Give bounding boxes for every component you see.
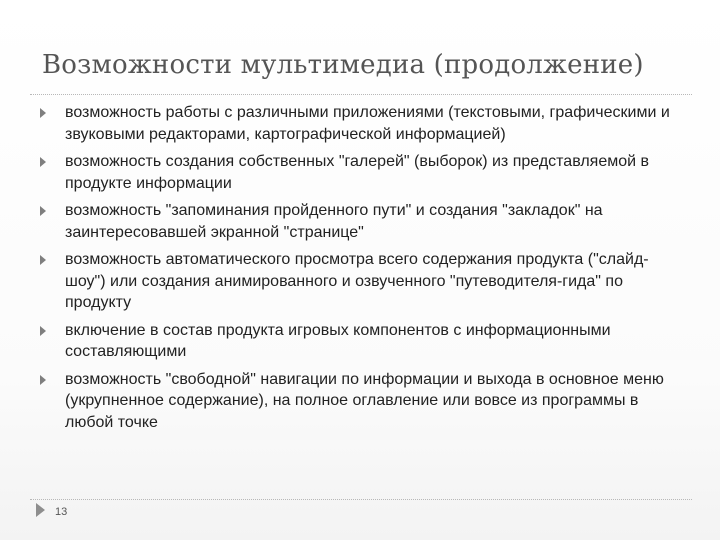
triangle-right-icon xyxy=(40,375,46,385)
triangle-right-icon xyxy=(40,157,46,167)
footer-divider xyxy=(30,499,692,500)
triangle-right-icon xyxy=(40,255,46,265)
bullet-item xyxy=(34,151,684,194)
bullet-text: включение в состав продукта игровых компонентов с информационными составляющими xyxy=(65,321,611,360)
bullet-text: возможность автоматического просмотра всего содержания продукта ("слайд-шоу") или создания анимированного и озвученного "путеводителя-гида" по продукту xyxy=(65,251,649,311)
bullet-item xyxy=(34,102,684,145)
bullet-text: возможность "запоминания пройденного пути" и создания "закладок" на заинтересовавшей экранной "странице" xyxy=(65,202,603,241)
triangle-right-icon xyxy=(40,108,46,118)
bullet-item xyxy=(34,320,684,363)
bullet-item xyxy=(34,200,684,243)
bullet-list xyxy=(34,102,684,439)
bullet-item xyxy=(34,369,684,434)
triangle-right-icon xyxy=(40,326,46,336)
bullet-item xyxy=(34,249,684,314)
bullet-text: возможность "свободной" навигации по информации и выхода в основное меню (укрупненное содержание), на полное оглавление или вовсе из программы в любой точке xyxy=(65,370,664,431)
title-divider xyxy=(30,94,692,95)
bullet-text: возможность работы с различными приложениями (текстовыми, графическими и звуковыми редакторами, картографической информацией) xyxy=(65,104,670,143)
bullet-text: возможность создания собственных "галерей" (выборок) из представляемой в продукте информации xyxy=(65,153,650,192)
page-number: 13 xyxy=(55,506,68,518)
footer-triangle-icon xyxy=(36,503,45,517)
triangle-right-icon xyxy=(40,206,46,216)
slide-title: Возможности мультимедиа (продолжение) xyxy=(42,50,644,80)
